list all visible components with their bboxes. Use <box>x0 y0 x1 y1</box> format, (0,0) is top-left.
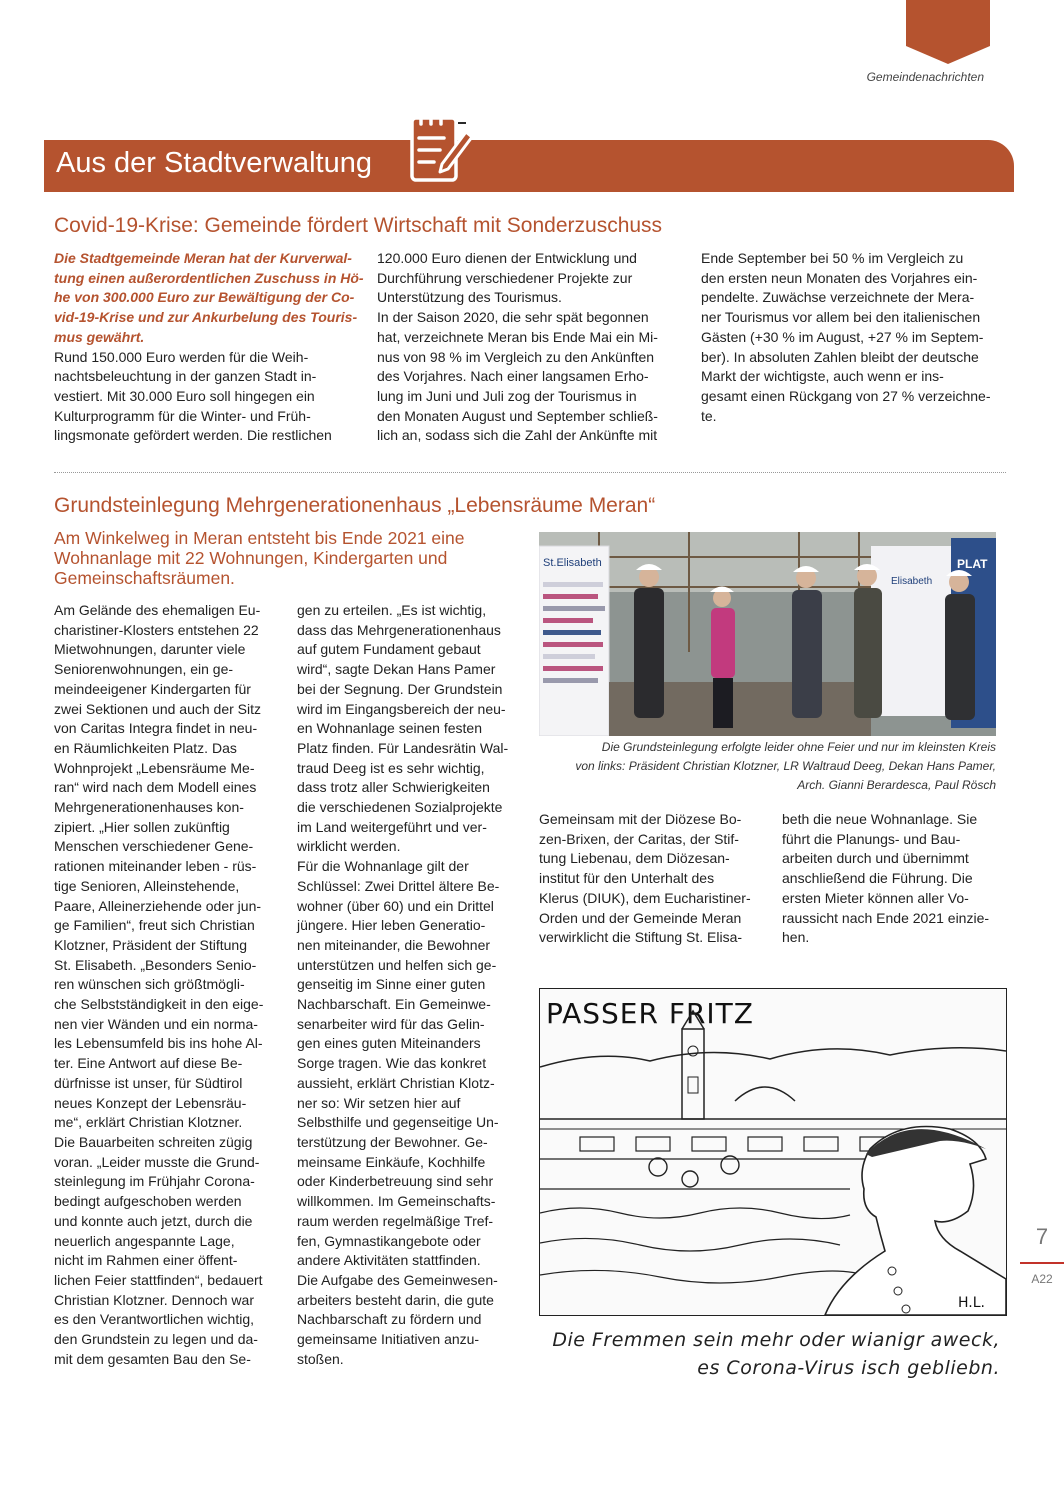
line: meinsame Einkäufe, Kochhilfe <box>297 1153 486 1170</box>
line: den ersten neun Monaten des Vorjahres ein- <box>701 269 978 286</box>
line: gen eines guten Miteinanders <box>297 1035 481 1052</box>
line: 120.000 Euro dienen der Entwicklung und <box>377 250 637 266</box>
article2-column-2 <box>297 601 527 1369</box>
line: te. <box>701 407 717 424</box>
line: Wohnprojekt „Lebensräume Me- <box>54 759 255 776</box>
line: Seniorenwohnungen, ein ge- <box>54 661 234 678</box>
line: en Räumlichkeiten Platz. Das <box>54 739 237 756</box>
line: Wohnanlage mit 22 Wohnungen, Kindergarten und <box>54 548 448 568</box>
line: Mietwohnungen, darunter viele <box>54 641 246 658</box>
line: die verschiedenen Sozialprojekte <box>297 799 503 816</box>
ceremony-photo <box>539 532 996 736</box>
line: St. Elisabeth. „Besonders Senio- <box>54 956 257 973</box>
line: arbeiters besteht darin, die gute <box>297 1291 494 1308</box>
line: führt die Planungs- und Bau- <box>782 830 961 847</box>
line: es den Verantwortlichen wichtig, <box>54 1311 254 1328</box>
article2-column-1 <box>54 601 284 1369</box>
line: lichen Feier stattfinden“, bedauert <box>54 1271 263 1288</box>
line: bedingt aufgeschoben werden <box>54 1193 242 1210</box>
line: bei der Segnung. Der Grundstein <box>297 680 503 697</box>
line: Unterstützung des Tourismus. <box>377 289 562 306</box>
line: Gästen (+30 % im August, +27 % im Septem- <box>701 328 984 345</box>
line: Sorge tragen. Wie das konkret <box>297 1055 487 1072</box>
line: zwei Sektionen und auch der Sitz <box>54 700 262 717</box>
line: Gemeinsam mit der Diözese Bo- <box>539 811 742 827</box>
line: Orden und der Gemeinde Meran <box>539 909 742 926</box>
line: Rund 150.000 Euro werden für die Weih- <box>54 348 309 365</box>
line: wird“, sagte Dekan Hans Pamer <box>297 661 496 678</box>
line: hat, verzeichnete Meran bis Ende Mai ein Mi- <box>377 328 658 345</box>
line: mus gewährt. <box>54 328 145 345</box>
line: gemeinsame Initiativen anzu- <box>297 1331 480 1348</box>
photo-banner-text: St.Elisabeth <box>543 557 602 569</box>
line: nus von 98 % im Vergleich zu den Ankünften <box>377 348 655 365</box>
article1-column-3 <box>701 249 1011 426</box>
line: Am Winkelweg in Meran entsteht bis Ende 2021 eine <box>54 528 465 548</box>
line: jüngere. Hier leben Generatio- <box>297 917 486 934</box>
line: me“, erklärt Christian Klotzner. <box>54 1114 243 1131</box>
section-banner <box>44 140 1014 192</box>
line: lung im Juni und Juli zog der Tourismus in <box>377 387 637 404</box>
line: wohner (über 60) und ein Drittel <box>297 897 494 914</box>
article1-column-1 <box>54 249 364 446</box>
line: stoßen. <box>297 1350 344 1367</box>
line: dass das Mehrgenerationenhaus <box>297 621 501 638</box>
line: von Caritas Integra findet in neu- <box>54 720 258 737</box>
line: che Selbstständigkeit in den eige- <box>54 996 264 1013</box>
line: hen. <box>782 929 810 946</box>
passer-fritz-cartoon <box>539 988 1007 1316</box>
corner-tab-point <box>906 46 990 64</box>
line: senarbeiter wird für das Gelin- <box>297 1015 485 1032</box>
line: es Corona-Virus isch gebliebn. <box>697 1357 1000 1379</box>
line: unterstützen und helfen sich ge- <box>297 956 497 973</box>
line: wirklicht werden. <box>297 838 401 855</box>
cartoon-drawing <box>540 989 1006 1315</box>
line: Kulturprogramm für die Winter- und Früh- <box>54 407 311 424</box>
line: andere Aktivitäten stattfinden. <box>297 1252 481 1269</box>
line: voran. „Leider musste die Grund- <box>54 1153 260 1170</box>
line: Gemeinschaftsräumen. <box>54 568 235 588</box>
line: terstützung der Bewohner. Ge- <box>297 1133 488 1150</box>
article2-title: Grundsteinlegung Mehrgenerationenhaus „Lebensräume Meran“ <box>54 494 656 517</box>
line: Paare, Alleinerziehende oder jun- <box>54 897 262 914</box>
line: traud Deeg ist es sehr wichtig, <box>297 759 485 776</box>
line: pendelte. Zuwächse verzeichnete der Mera- <box>701 289 975 306</box>
line: arbeiten durch und übernimmt <box>782 850 969 867</box>
line: von links: Präsident Christian Klotzner, LR Waltraud Deeg, Dekan Hans Pamer, <box>575 759 996 773</box>
line: Die Grundsteinlegung erfolgte leider ohne Feier und nur im kleinsten Kreis <box>601 740 996 754</box>
line: auf gutem Fundament gebaut <box>297 641 481 658</box>
article1-column-2 <box>377 249 687 446</box>
line: Nachbarschaft. Ein Gemeinwe- <box>297 996 491 1013</box>
line: Arch. Gianni Berardesca, Paul Rösch <box>797 778 996 792</box>
line: ber). In absoluten Zahlen bleibt der deutsche <box>701 348 979 365</box>
article-divider <box>54 472 1006 473</box>
line: gen zu erteilen. „Es ist wichtig, <box>297 602 487 618</box>
line: rationen miteinander leben - rüs- <box>54 858 257 875</box>
line: ersten Mieter können aller Vo- <box>782 889 969 906</box>
line: zen-Brixen, der Caritas, der Stif- <box>539 830 739 847</box>
line: nicht im Rahmen einer öffent- <box>54 1252 238 1269</box>
line: im Land weitergeführt und ver- <box>297 818 487 835</box>
line: he von 300.000 Euro zur Bewältigung der Co- <box>54 289 355 306</box>
line: nen vier Wänden und ein norma- <box>54 1015 258 1032</box>
line: genseitig im Sinne einer guten <box>297 976 486 993</box>
line: neuerlich angespannte Lage, <box>54 1232 235 1249</box>
line: dürfnisse ist unser, für Südtirol <box>54 1074 243 1091</box>
line: den Monaten August und September schließ- <box>377 407 658 424</box>
line: Ende September bei 50 % im Vergleich zu <box>701 250 964 266</box>
line: vid-19-Krise und zur Ankurbelung des Touris- <box>54 309 358 326</box>
photo-banner-text-2: Elisabeth <box>891 576 933 587</box>
line: ner Tourismus vor allem bei den italienischen <box>701 309 981 326</box>
line: Die Bauarbeiten schreiten zügig <box>54 1133 253 1150</box>
line: dass trotz aller Schwierigkeiten <box>297 779 490 796</box>
line: steinlegung im Frühjahr Corona- <box>54 1173 255 1190</box>
line: oder Kinderbetreuung sind sehr <box>297 1173 494 1190</box>
cartoon-signature: H.L. <box>958 1295 985 1311</box>
line: Mehrgenerationenhauses kon- <box>54 799 244 816</box>
article2-column-3 <box>539 810 774 948</box>
line: Die Aufgabe des Gemeinwesen- <box>297 1271 498 1288</box>
article1-title: Covid-19-Krise: Gemeinde fördert Wirtschaft mit Sonderzuschuss <box>54 214 663 237</box>
line: gesamt einen Rückgang von 27 % verzeichne- <box>701 387 991 404</box>
line: raussicht nach Ende 2021 einzie- <box>782 909 990 926</box>
line: Klerus (DIUK), dem Eucharistiner- <box>539 889 751 906</box>
line: vestiert. Mit 30.000 Euro soll hingegen ein <box>54 387 315 404</box>
line: neues Konzept der Lebensräu- <box>54 1094 247 1111</box>
line: In der Saison 2020, die sehr spät begonnen <box>377 309 649 326</box>
page-number: 7 <box>1035 1224 1049 1249</box>
line: verwirklicht die Stiftung St. Elisa- <box>539 929 743 946</box>
line: Klotzner, Präsident der Stiftung <box>54 936 247 953</box>
line: zipiert. „Hier sollen zukünftig <box>54 818 230 835</box>
line: tige Senioren, Alleinstehende, <box>54 877 240 894</box>
line: wird im Eingangsbereich der neu- <box>297 700 506 717</box>
line: Die Fremmen sein mehr oder wianigr aweck, <box>552 1329 1000 1351</box>
line: Platz finden. Für Landesrätin Wal- <box>297 739 509 756</box>
line: mit dem gesamten Bau den Se- <box>54 1350 251 1367</box>
issue-code: A22 <box>1031 1272 1053 1286</box>
corner-tab <box>906 0 990 46</box>
line: lingsmonate gefördert werden. Die restlichen <box>54 427 332 444</box>
line: ter. Eine Antwort auf diese Be- <box>54 1055 243 1072</box>
line: Durchführung verschiedener Projekte zur <box>377 269 633 286</box>
cartoon-title: PASSER FRITZ <box>546 997 754 1030</box>
page-number-rule <box>1020 1262 1064 1264</box>
line: Die Stadtgemeinde Meran hat der Kurverwal- <box>54 250 352 266</box>
line: des Vorjahres. Nach einer langsamen Erho- <box>377 368 649 385</box>
line: Christian Klotzner. Dennoch war <box>54 1291 254 1308</box>
line: nen miteinander, die Bewohner <box>297 936 491 953</box>
line: lich an, sodass sich die Zahl der Ankünfte mit <box>377 427 658 444</box>
section-label: Gemeindenachrichten <box>866 70 984 84</box>
line: institut für den Unterhalt des <box>539 870 715 887</box>
line: und konnte auch jetzt, durch die <box>54 1212 253 1229</box>
line: Markt der wichtigste, auch wenn er ins- <box>701 368 944 385</box>
line: Menschen verschiedener Gene- <box>54 838 254 855</box>
line: ner so: Wir setzen hier auf <box>297 1094 461 1111</box>
photo-banner-text-3: PLAT <box>957 557 988 571</box>
line: charistiner-Klosters entstehen 22 <box>54 621 259 638</box>
line: raum werden regelmäßige Tref- <box>297 1212 494 1229</box>
line: les Lebensumfeld bis ins hohe Al- <box>54 1035 263 1052</box>
line: anschließend die Führung. Die <box>782 870 973 887</box>
line: tung Liebenau, dem Diözesan- <box>539 850 730 867</box>
line: ran“ wird nach dem Modell eines <box>54 779 257 796</box>
line: tung einen außerordentlichen Zuschuss in Hö- <box>54 269 364 286</box>
line: meindeeigener Kindergarten für <box>54 680 251 697</box>
line: ge Familien“, freut sich Christian <box>54 917 255 934</box>
line: willkommen. Im Gemeinschafts- <box>297 1193 496 1210</box>
line: den Grundstein zu legen und da- <box>54 1331 258 1348</box>
line: ren wünschen sich größtmögli- <box>54 976 245 993</box>
line: Schlüssel: Zwei Drittel ältere Be- <box>297 877 500 894</box>
line: beth die neue Wohnanlage. Sie <box>782 811 978 827</box>
line: Nachbarschaft zu fördern und <box>297 1311 482 1328</box>
ceremony-photo-drawing <box>539 532 996 736</box>
line: en Wohnanlage seinen festen <box>297 720 482 737</box>
banner-title: Aus der Stadtverwaltung <box>56 147 372 179</box>
line: Selbsthilfe und gegenseitige Un- <box>297 1114 499 1131</box>
line: Für die Wohnanlage gilt der <box>297 858 469 875</box>
line: Am Gelände des ehemaligen Eu- <box>54 602 261 618</box>
article2-column-4 <box>782 810 1007 948</box>
line: nachtsbeleuchtung in der ganzen Stadt in- <box>54 368 317 385</box>
article1-lead <box>54 249 364 348</box>
line: aussieht, erklärt Christian Klotz- <box>297 1074 495 1091</box>
line: fen, Gymnastikangebote oder <box>297 1232 481 1249</box>
cartoon-caption <box>520 1326 1000 1382</box>
article2-subtitle <box>54 528 494 588</box>
photo-caption <box>520 738 996 795</box>
notepad-pencil-icon <box>406 108 476 186</box>
